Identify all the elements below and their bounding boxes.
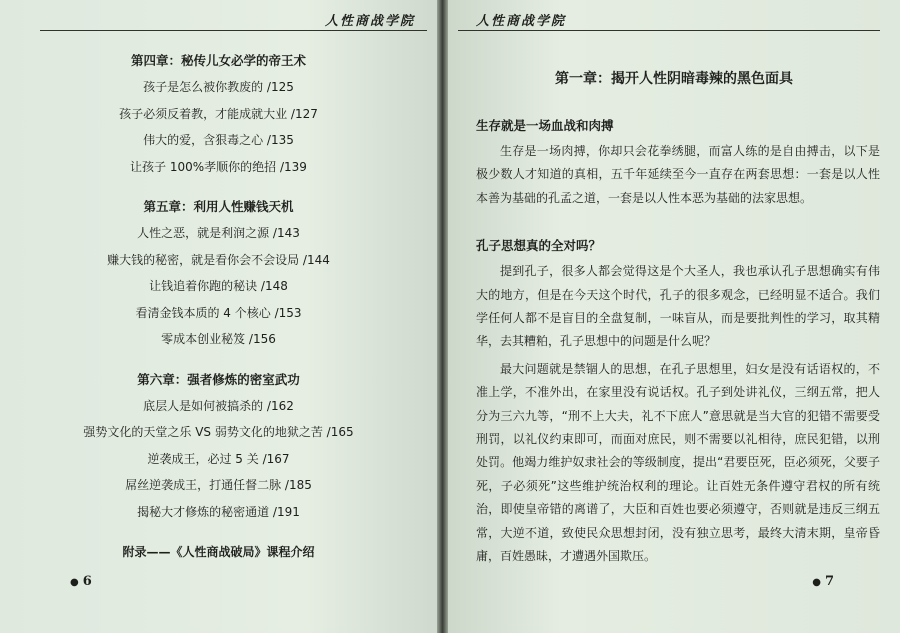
toc-entry: 强势文化的天堂之乐 VS 弱势文化的地狱之苦 /165 [83,425,354,439]
bullet-icon: ● [812,577,821,588]
toc-entry: 伟大的爱，含狠毒之心 /135 [143,133,294,147]
toc-chapter-heading: 第六章：强者修炼的密室武功 [137,371,300,387]
toc-entry: 孩子必须反着教，才能成就大业 /127 [119,106,318,121]
right-page-number: ● 7 [812,574,834,589]
bullet-icon: ● [70,577,79,588]
toc-entry: 孩子是怎么被你教废的 /125 [143,80,294,94]
left-header-rule [40,30,427,31]
toc-entry: 底层人是如何被搞杀的 /162 [143,398,294,413]
book-gutter [437,0,448,633]
toc-chapter-heading: 第四章：秘传儿女必学的帝王术 [130,53,306,68]
toc-entry: 零成本创业秘笈 /156 [161,332,276,346]
section-gap [476,214,880,232]
table-of-contents [40,40,397,565]
toc-entry: 让钱追着你跑的秘诀 /148 [149,279,288,293]
toc-entry: 屌丝逆袭成王，打通任督二脉 /185 [125,478,312,492]
right-page [448,0,900,633]
chapter-title: 第一章：揭开人性阴暗毒辣的黑色面具 [555,71,793,87]
left-page [0,0,437,633]
paragraph: 生存是一场肉搏，你却只会花拳绣腿，而富人练的是自由搏击，以下是极少数人才知道的真相，五千年延续至今一直存在两套思想：一套是以人性本善为基础的孔孟之道，一套是以人性本恶为基础的法家思想。 [476,144,880,205]
right-running-header: 人性商战学院 [476,14,567,29]
paragraph: 最大问题就是禁锢人的思想，在孔子思想里，妇女是没有话语权的，不准上学，不准外出，在家里没有说话权。孔子到处讲礼仪，三纲五常，把人分为三六九等，“刑不上大夫，礼不下庶人”意思就是当大官的犯错不需要受刑罚，以礼仪约束即可，而面对庶民，则不需要以礼相待，庶民犯错，以刑处罚。他竭力维护奴隶社会的等级制度，提出“君要臣死，臣必须死，父要子死，子必须死”这些维护统治权利的理论。让百姓无条件遵守君权的所有统治，即使皇帝错的离谱了，大臣和百姓也要必须遵守，否则就是违反三纲五常，大逆不道，致使民众思想封闭，没有独立思考，最终大清末期，皇帝昏庸，百姓愚昧，才遭遇外国欺压。 [476,361,880,564]
toc-entry: 人性之恶，就是利润之源 /143 [137,226,300,240]
section-heading: 生存就是一场血战和肉搏 [476,118,614,133]
toc-entry: 让孩子 100%孝顺你的绝招 /139 [130,159,307,174]
chapter-body [476,112,880,573]
right-header-rule [458,30,880,31]
toc-appendix: 附录——《人性商战破局》课程介绍 [122,545,315,559]
paragraph: 提到孔子，很多人都会觉得这是个大圣人，我也承认孔子思想确实有伟大的地方，但是在今天这个时代，孔子的很多观念，已经明显不适合。我们学任何人都不是盲目的全盘复制，一味盲从，而是要批判性的学习，取其精华，去其糟粕，孔子思想中的问题是什么呢？ [476,264,880,349]
toc-entry: 揭秘大才修炼的秘密通道 /191 [137,504,300,519]
left-page-number: ● 6 [70,574,92,589]
section-heading: 孔子思想真的全对吗？ [476,238,602,254]
toc-entry: 看清金钱本质的 4 个核心 /153 [135,305,302,320]
left-running-header: 人性商战学院 [324,14,415,29]
toc-entry: 赚大钱的秘密，就是看你会不会设局 /144 [107,252,330,267]
toc-entry: 逆袭成王，必过 5 关 /167 [147,451,290,466]
toc-chapter-heading: 第五章：利用人性赚钱天机 [143,199,294,214]
